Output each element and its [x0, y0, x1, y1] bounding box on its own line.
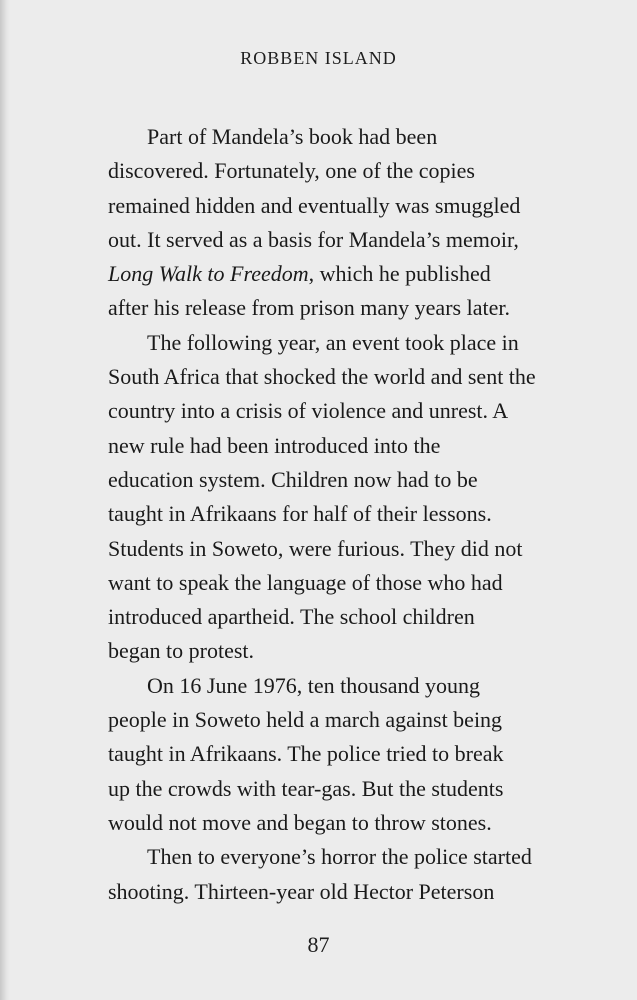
text-line: want to speak the language of those who had [108, 569, 503, 595]
text-line: after his release from prison many years later. [108, 295, 510, 321]
text-line: up the crowds with tear-gas. But the students [108, 775, 504, 801]
text-line: out. It served as a basis for Mandela’s memoir, [108, 226, 519, 252]
text-line: Part of Mandela’s book had been [147, 124, 438, 149]
body-text [108, 120, 608, 909]
text-line: The following year, an event took place in [147, 329, 519, 355]
book-title: Long Walk to Freedom [108, 261, 309, 287]
text-line: Long Walk to Freedom, which he published [108, 261, 491, 287]
text-line: taught in Afrikaans. The police tried to break [108, 741, 504, 767]
text-line: South Africa that shocked the world and sent the [108, 364, 536, 390]
page-number: 87 [307, 932, 330, 957]
text-line: would not move and began to throw stones. [108, 809, 492, 835]
text-line: Then to everyone’s horror the police started [147, 844, 532, 870]
text-line: On 16 June 1976, ten thousand young [147, 672, 481, 698]
text-line: people in Soweto held a march against being [108, 707, 503, 733]
text-line: education system. Children now had to be [108, 466, 478, 492]
text-line: new rule had been introduced into the [108, 432, 441, 458]
text-line: introduced apartheid. The school children [108, 604, 475, 630]
text-line: began to protest. [108, 638, 255, 664]
text-line: remained hidden and eventually was smuggled [108, 192, 521, 218]
text-line: discovered. Fortunately, one of the copies [108, 158, 475, 184]
text-line: country into a crisis of violence and unrest. A [108, 398, 509, 424]
page-gutter-shadow [0, 0, 10, 1000]
text-line: Students in Soweto, were furious. They did not [108, 535, 523, 561]
text-line: taught in Afrikaans for half of their lessons. [108, 501, 492, 527]
running-head: ROBBEN ISLAND [240, 48, 397, 68]
text-line: shooting. Thirteen-year old Hector Peterson [108, 878, 495, 904]
